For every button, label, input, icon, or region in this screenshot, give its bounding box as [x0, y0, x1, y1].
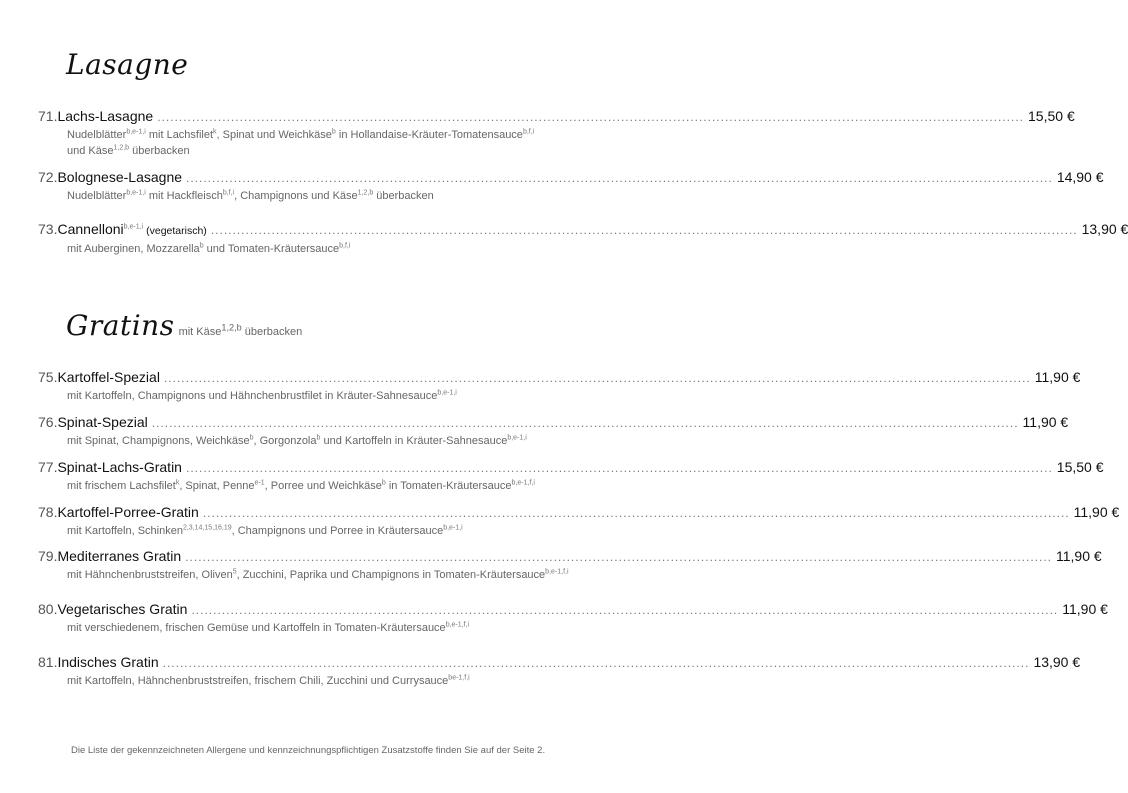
item-number: 78. — [38, 504, 58, 520]
dot-leader: ........................................................................................................................................................................................................ — [210, 223, 1078, 237]
item-description: mit Kartoffeln, Schinken$^{2,3,14,15,16,19}$, Champignons und Porree in Kräutersauce$^{b,e-1,i}$ — [67, 524, 463, 537]
item-description: Nudelblätter$^{b,e-1,i}$ mit Hackfleisch$^{b,f,i}$, Champignons und Käse$^{1,2,b}$ überbacken — [67, 189, 434, 202]
menu-item-row — [38, 369, 1081, 386]
item-price: 11,90 € — [1062, 601, 1108, 617]
item-number: 80. — [38, 601, 58, 617]
dot-leader: ........................................................................................................................................................................................................ — [185, 550, 1052, 564]
item-name: Spinat-Spezial — [57, 414, 148, 430]
menu-item-row — [38, 108, 1075, 125]
item-price: 11,90 € — [1034, 369, 1081, 385]
item-number: 77. — [38, 459, 58, 475]
item-name: Spinat-Lachs-Gratin — [57, 459, 182, 475]
item-description: mit Kartoffeln, Hähnchenbruststreifen, frischem Chili, Zucchini und Currysauce$^{be-1,f,i}$ — [67, 674, 470, 687]
menu-item — [38, 169, 1104, 204]
item-number: 73. — [38, 221, 58, 237]
item-number: 75. — [38, 369, 58, 385]
item-description: mit verschiedenem, frischen Gemüse und Kartoffeln in Tomaten-Kräutersauce$^{b,e-1,f,i}$ — [67, 621, 470, 634]
item-price: 11,90 € — [1022, 414, 1069, 430]
menu-item — [38, 369, 1081, 404]
item-price: 11,90 € — [1073, 504, 1120, 520]
item-price: 13,90 € — [1033, 654, 1081, 670]
item-name: Lachs-Lasagne — [57, 108, 154, 124]
dot-leader: ........................................................................................................................................................................................................ — [185, 461, 1053, 475]
menu-item — [38, 414, 1069, 449]
dot-leader: ........................................................................................................................................................................................................ — [191, 603, 1059, 617]
item-description: mit Kartoffeln, Champignons und Hähnchenbrustfilet in Kräuter-Sahnesauce$^{b,e-1,i}$ — [67, 389, 457, 402]
menu-item-row — [38, 221, 1128, 239]
item-number: 79. — [38, 548, 58, 564]
item-number: 72. — [38, 169, 58, 185]
menu-item-row — [38, 601, 1108, 618]
item-name: Indisches Gratin — [57, 654, 159, 670]
item-price: 14,90 € — [1056, 169, 1104, 185]
menu-item-row — [38, 414, 1069, 431]
item-tag: (vegetarisch) — [146, 225, 207, 237]
item-description: mit Hähnchenbruststreifen, Oliven$^5$, Zucchini, Paprika und Champignons in Tomaten-Kräutersauce$^{b,e-1,f,i}$ — [67, 568, 569, 581]
menu-item-row — [38, 459, 1104, 476]
allergen-footnote: Die Liste der gekennzeichneten Allergene und kennzeichnungspflichtigen Zusatzstoffe finden Sie auf der Seite 2. — [71, 745, 546, 756]
dot-leader: ........................................................................................................................................................................................................ — [162, 656, 1030, 670]
item-price: 11,90 € — [1055, 548, 1102, 564]
section-title-gratins: Gratins mit Käse$^{1,2,b}$ überbacken — [66, 309, 303, 342]
item-name: Kartoffel-Spezial — [57, 369, 160, 385]
menu-item — [38, 654, 1081, 689]
menu-item — [38, 504, 1120, 539]
dot-leader: ........................................................................................................................................................................................................ — [186, 171, 1053, 185]
item-description: Nudelblätter$^{b,e-1,i}$ mit Lachsfilet$^k$, Spinat und Weichkäse$^b$ in Hollandaise-Kräuter-Tomatensauce$^{b,f,i}$ und Käse$^{1,2,b}$ überbacken — [67, 128, 535, 157]
dot-leader: ........................................................................................................................................................................................................ — [151, 416, 1019, 430]
dot-leader: ........................................................................................................................................................................................................ — [202, 506, 1070, 520]
menu-item-row — [38, 169, 1104, 186]
item-price: 15,50 € — [1028, 108, 1075, 124]
menu-item-row — [38, 504, 1120, 521]
item-name: Bolognese-Lasagne — [57, 169, 183, 185]
item-name: Vegetarisches Gratin — [57, 601, 188, 617]
menu-item — [38, 108, 1075, 159]
item-name: Mediterranes Gratin — [57, 548, 182, 564]
item-number: 81. — [38, 654, 58, 670]
item-price: 13,90 € — [1081, 221, 1128, 237]
item-price: 15,50 € — [1056, 459, 1104, 475]
item-description: mit frischem Lachsfilet$^k$, Spinat, Penne$^{e-1}$, Porree und Weichkäse$^b$ in Tomaten-Kräutersauce$^{b,e-1,f,i}$ — [67, 479, 535, 492]
menu-item-row — [38, 654, 1081, 671]
section-subtitle: mit Käse$^{1,2,b}$ überbacken — [178, 322, 303, 338]
menu-item-row — [38, 548, 1102, 565]
item-description: mit Auberginen, Mozzarella$^b$ und Tomaten-Kräutersauce$^{b,f,i}$ — [67, 242, 351, 255]
dot-leader: ........................................................................................................................................................................................................ — [157, 110, 1025, 124]
item-name: Kartoffel-Porree-Gratin — [57, 504, 199, 520]
allergen-codes: b,e-1,i — [123, 223, 144, 231]
dot-leader: ........................................................................................................................................................................................................ — [163, 371, 1031, 385]
item-number: 76. — [38, 414, 58, 430]
item-name: Cannelloni$^{b,e-1,i}$ (vegetarisch) — [57, 221, 207, 237]
item-description: mit Spinat, Champignons, Weichkäse$^b$, Gorgonzola$^b$ und Kartoffeln in Kräuter-Sahnesauce$^{b,e-1,i}$ — [67, 434, 527, 447]
menu-item — [38, 221, 1128, 257]
menu-item — [38, 548, 1102, 583]
section-title-lasagne: Lasagne — [66, 48, 189, 81]
menu-item — [38, 459, 1104, 494]
menu-item — [38, 601, 1108, 636]
item-number: 71. — [38, 108, 58, 124]
